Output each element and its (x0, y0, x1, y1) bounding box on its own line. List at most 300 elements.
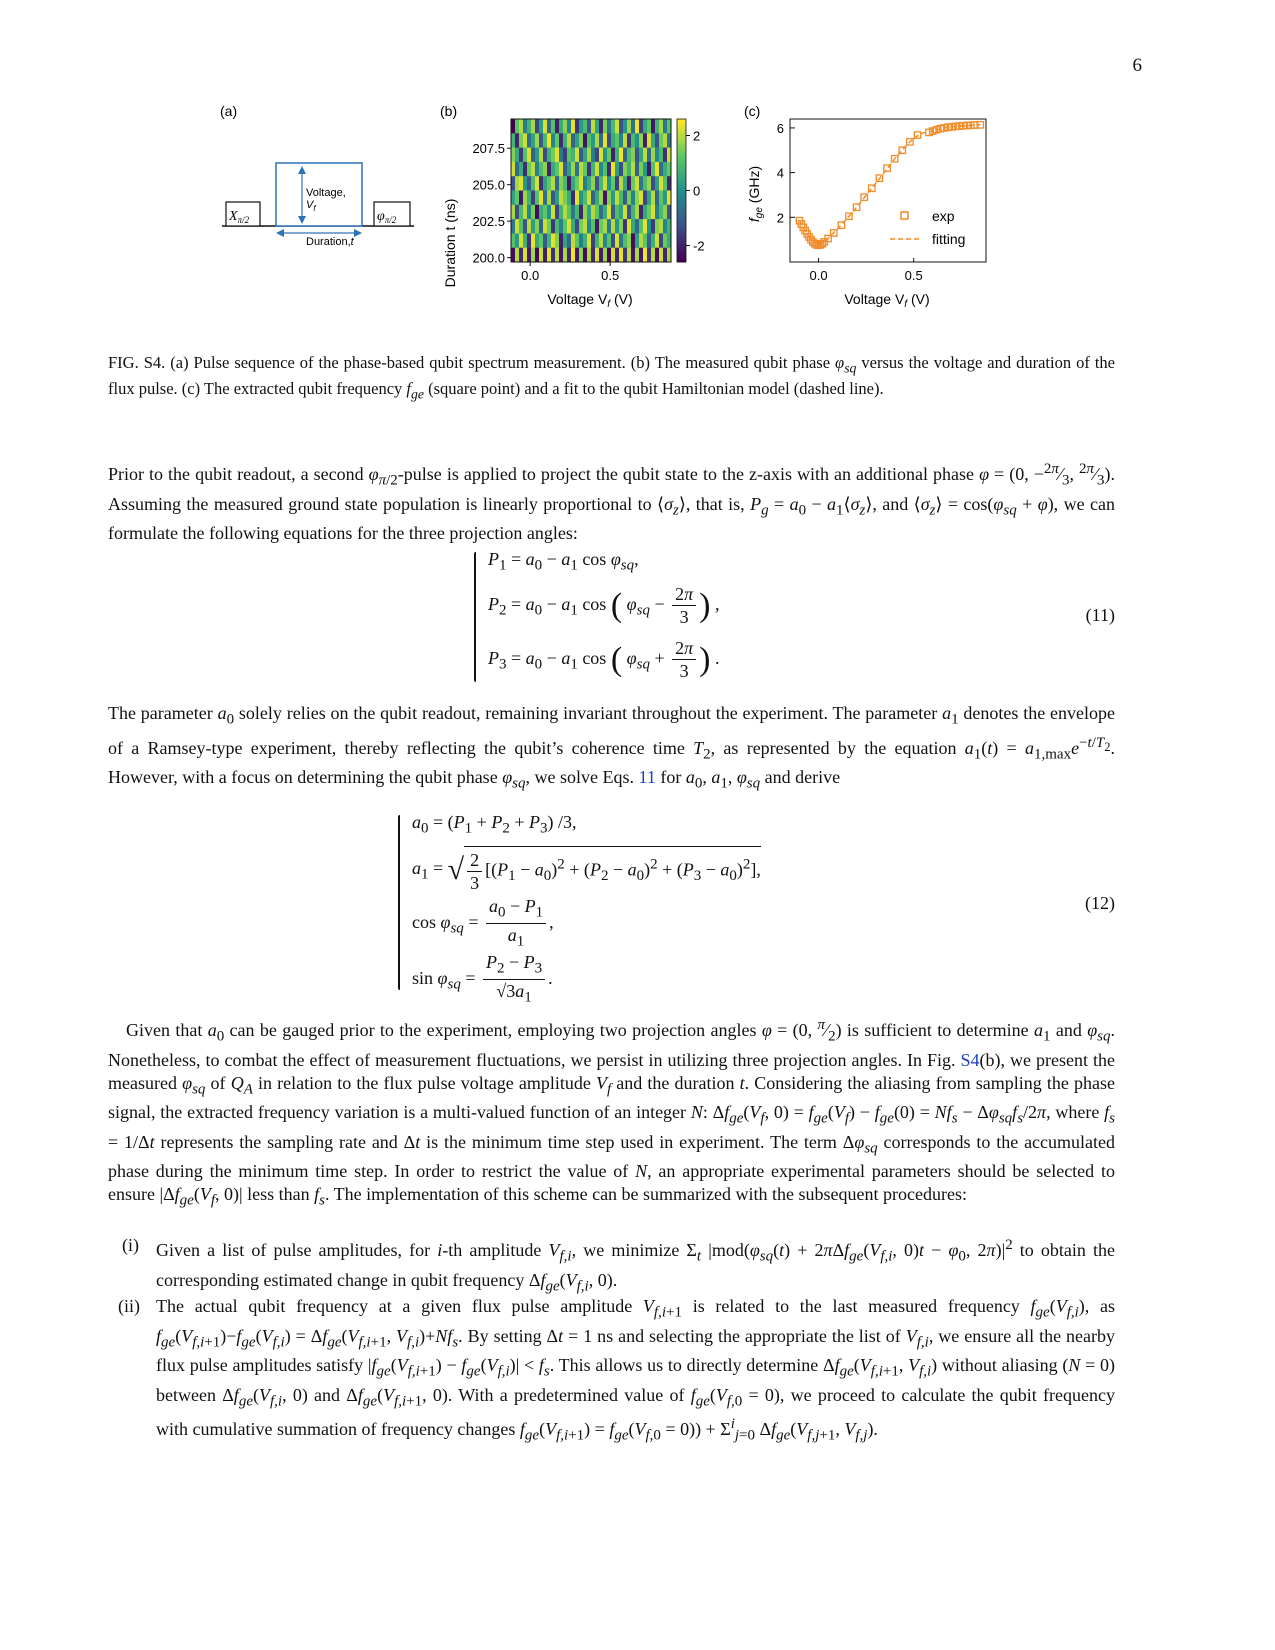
heatmap-cell (523, 233, 527, 248)
heatmap-cell (535, 148, 539, 163)
colorbar-segment (677, 216, 686, 220)
heatmap-cell (551, 162, 555, 177)
colorbar (677, 119, 705, 262)
heatmap-cell (575, 233, 579, 248)
heatmap-cell (655, 119, 659, 134)
heatmap-cell (607, 148, 611, 163)
heatmap-cell (551, 133, 555, 148)
legend-exp: exp (932, 208, 955, 224)
panel-b-ylabel: Duration t (ns) (442, 198, 458, 288)
heatmap-cell (539, 248, 543, 263)
colorbar-segment (677, 151, 686, 155)
heatmap-cell (567, 162, 571, 177)
heatmap-cell (591, 191, 595, 206)
heatmap-cell (595, 205, 599, 220)
voltage-label: Voltage, (306, 187, 346, 199)
heatmap-cell (531, 205, 535, 220)
heatmap-cell (519, 176, 523, 191)
heatmap-cell (575, 176, 579, 191)
x-tick-label: 0.0 (521, 268, 540, 283)
heatmap-cell (579, 162, 583, 177)
heatmap-cell (603, 176, 607, 191)
heatmap-cell (543, 248, 547, 263)
heatmap-cell (571, 248, 575, 263)
heatmap-cell (639, 248, 643, 263)
heatmap-cell (639, 191, 643, 206)
heatmap-cell (619, 191, 623, 206)
phi-pi2-label: $\varphi_{\pi/2}$ (377, 209, 397, 225)
heatmap-cell (547, 162, 551, 177)
heatmap-cell (639, 119, 643, 134)
heatmap-cell (567, 148, 571, 163)
heatmap-cell (615, 191, 619, 206)
paragraph-parameters: The parameter $a_0$ solely relies on the qubit readout, remaining invariant throughout the experiment. The parameter $a_1$ denotes the envelope of a Ramsey-type experiment, thereby reflecting the qubit’s coherence time $T_2$, as represented by the equation $a_1(t) = a_{1,max}e^{-t/T_2}$. However, with a focus on determining the qubit phase $\varphi_{sq}$, we solve Eqs. 11 for $a_0$, $a_1$, $\varphi_{sq}$ and derive (108, 703, 1116, 792)
heatmap-cell (611, 191, 615, 206)
heatmap-cell (511, 233, 515, 248)
heatmap-cell (659, 248, 663, 263)
heatmap-cell (599, 176, 603, 191)
procedure-item-1: (i) Given a list of pulse amplitudes, for i-th amplitude $V_{f,i}$, we minimize $\Sigma_t$ $|mod(\varphi_{sq}(t) + 2\pi\Delta f_{ge}(V_{f,i}$, $0)t - \varphi_0$, $2\pi)|^2$ to obtain the corresponding estimated change in qubit frequency $\Delta f_{ge}(V_{f,i}$, 0). (122, 1235, 1116, 1295)
heatmap-cell (523, 205, 527, 220)
heatmap-cell (655, 162, 659, 177)
heatmap-cell (543, 176, 547, 191)
y-tick-label: 205.0 (472, 177, 505, 193)
figure-caption (108, 352, 1115, 405)
heatmap-cell (559, 205, 563, 220)
heatmap-cell (559, 162, 563, 177)
heatmap-cell (559, 191, 563, 206)
heatmap-cell (563, 219, 567, 234)
heatmap-cell (515, 219, 519, 234)
heatmap-cell (547, 148, 551, 163)
colorbar-segment (677, 212, 686, 216)
colorbar-segment (677, 187, 686, 191)
heatmap-cell (643, 233, 647, 248)
heatmap-cell (599, 133, 603, 148)
eq12-brace (398, 815, 400, 990)
heatmap-cell (639, 219, 643, 234)
heatmap-cell (599, 162, 603, 177)
heatmap-cell (547, 191, 551, 206)
heatmap-cell (611, 162, 615, 177)
heatmap-cell (643, 191, 647, 206)
heatmap-cell (663, 162, 667, 177)
heatmap-cell (523, 191, 527, 206)
heatmap-cell (543, 148, 547, 163)
heatmap-cell (587, 176, 591, 191)
heatmap-cell (623, 119, 627, 134)
heatmap-cell (547, 219, 551, 234)
x-tick-label: 0.5 (601, 268, 620, 283)
heatmap-cell (659, 176, 663, 191)
heatmap-cell (551, 248, 555, 263)
heatmap-cell (567, 205, 571, 220)
heatmap-cell (627, 148, 631, 163)
heatmap-cell (527, 233, 531, 248)
heatmap-cell (567, 233, 571, 248)
heatmap-cell (631, 119, 635, 134)
heatmap-cell (599, 248, 603, 263)
heatmap-cell (567, 191, 571, 206)
heatmap-cell (635, 205, 639, 220)
voltage-symbol: $V_f$ (306, 199, 316, 213)
heatmap-cell (515, 119, 519, 134)
heatmap-cell (607, 176, 611, 191)
heatmap-cell (595, 219, 599, 234)
colorbar-segment (677, 223, 686, 227)
heatmap-cell (663, 148, 667, 163)
colorbar-segment (677, 169, 686, 173)
heatmap-cell (599, 219, 603, 234)
heatmap-cell (559, 248, 563, 263)
heatmap-cell (595, 162, 599, 177)
colorbar-segment (677, 201, 686, 205)
colorbar-segment (677, 244, 686, 248)
heatmap-cell (595, 148, 599, 163)
heatmap-cell (627, 205, 631, 220)
heatmap-cell (595, 119, 599, 134)
heatmap-cell (603, 191, 607, 206)
heatmap-cell (571, 191, 575, 206)
heatmap-cell (523, 219, 527, 234)
colorbar-segment (677, 226, 686, 230)
caption-text: FIG. S4. (a) Pulse sequence of the phase-based qubit spectrum measurement. (b) The measured qubit phase $\varphi_{sq}$ versus the voltage and duration of the flux pulse. (c) The extracted qubit frequency $f_{ge}$ (square point) and a fit to the qubit Hamiltonian model (dashed line). (108, 353, 1115, 402)
heatmap-cell (591, 233, 595, 248)
heatmap-cell (575, 191, 579, 206)
heatmap-cell (615, 148, 619, 163)
heatmap-cell (535, 205, 539, 220)
heatmap-cell (603, 162, 607, 177)
heatmap-cell (611, 176, 615, 191)
heatmap-cell (555, 219, 559, 234)
heatmap-cell (575, 219, 579, 234)
heatmap-cell (539, 176, 543, 191)
heatmap-cell (527, 133, 531, 148)
heatmap-cell (567, 248, 571, 263)
heatmap-cell (619, 176, 623, 191)
heatmap-cell (647, 162, 651, 177)
paragraph-aliasing: Given that $a_0$ can be gauged prior to the experiment, employing two projection angles φ = (0, $^\pi⁄_2$) is sufficient to determine $a_1$ and $\varphi_{sq}$. Nonetheless, to combat the effect of measurement fluctuations, we persist in utilizing three projection angles. In Fig. S4(b), we present the measured $\varphi_{sq}$ of $Q_A$ in relation to the flux pulse voltage amplitude $V_f$ and the duration t. Considering the aliasing from sampling the phase signal, the extracted frequency variation is a multi-valued function of an integer N: $\Delta f_{ge}(V_f$, $0) = f_{ge}(V_f) - f_{ge}(0) = Nf_s - \Delta\varphi_{sq}f_s/2\pi$, where $f_s = 1/\Delta t$ represents the sampling rate and Δt is the minimum time step used in experiment. The term $\Delta\varphi_{sq}$ corresponds to the accumulated phase during the minimum time step. In order to restrict the value of N, an appropriate experimental parameters should be selected to ensure $|\Delta f_{ge}(V_f$, 0)| less than $f_s$. The implementation of this scheme can be summarized with the subsequent procedures: (108, 1017, 1116, 1209)
heatmap-cell (643, 176, 647, 191)
colorbar-segment (677, 162, 686, 166)
heatmap-cell (527, 219, 531, 234)
heatmap-cell (543, 133, 547, 148)
heatmap-cell (515, 191, 519, 206)
colorbar-segment (677, 165, 686, 169)
heatmap-cell (663, 176, 667, 191)
heatmap-cell (651, 191, 655, 206)
heatmap-cell (547, 133, 551, 148)
heatmap-cell (551, 205, 555, 220)
heatmap-cell (659, 233, 663, 248)
heatmap-cell (611, 148, 615, 163)
heatmap-cell (559, 176, 563, 191)
heatmap-cell (655, 191, 659, 206)
heatmap-cell (643, 219, 647, 234)
colorbar-segment (677, 144, 686, 148)
heatmap-cell (567, 219, 571, 234)
heatmap-cell (607, 219, 611, 234)
colorbar-segment (677, 123, 686, 127)
heatmap-cell (591, 162, 595, 177)
heatmap-cell (511, 248, 515, 263)
heatmap-cell (523, 133, 527, 148)
colorbar-segment (677, 219, 686, 223)
heatmap-cell (531, 191, 535, 206)
heatmap-cell (635, 162, 639, 177)
y-tick-label: 200.0 (472, 250, 505, 266)
heatmap-cell (551, 233, 555, 248)
heatmap-cell (607, 119, 611, 134)
heatmap-cell (575, 248, 579, 263)
heatmap-cell (567, 133, 571, 148)
heatmap-cell (591, 133, 595, 148)
heatmap-cell (523, 119, 527, 134)
heatmap-cell (663, 133, 667, 148)
heatmap-cell (623, 162, 627, 177)
heatmap-cell (579, 233, 583, 248)
heatmap-cell (535, 191, 539, 206)
heatmap-cell (519, 248, 523, 263)
scatter-plot (777, 119, 986, 283)
heatmap-cell (619, 133, 623, 148)
heatmap-cell (551, 176, 555, 191)
colorbar-segment (677, 183, 686, 187)
heatmap-cell (555, 191, 559, 206)
arrow-right-icon (354, 229, 362, 237)
heatmap-cell (579, 176, 583, 191)
heatmap-cell (623, 248, 627, 263)
heatmap-cell (655, 233, 659, 248)
heatmap-cell (551, 219, 555, 234)
heatmap-cell (631, 248, 635, 263)
heatmap-cell (643, 248, 647, 263)
heatmap-cell (571, 162, 575, 177)
heatmap-cell (535, 219, 539, 234)
eq11-brace (474, 552, 476, 682)
heatmap-cell (547, 119, 551, 134)
colorbar-segment (677, 198, 686, 202)
heatmap-cell (651, 119, 655, 134)
heatmap-cell (659, 219, 663, 234)
heatmap-cell (531, 133, 535, 148)
heatmap-cell (535, 133, 539, 148)
heatmap-cell (563, 176, 567, 191)
heatmap-cell (615, 162, 619, 177)
heatmap-cell (575, 133, 579, 148)
heatmap-cell (619, 248, 623, 263)
heatmap-cell (639, 176, 643, 191)
heatmap-cell (631, 233, 635, 248)
heatmap-cell (591, 205, 595, 220)
heatmap-cell (595, 248, 599, 263)
colorbar-segment (677, 233, 686, 237)
heatmap-cell (547, 248, 551, 263)
heatmap-cell (619, 205, 623, 220)
heatmap-cell (543, 219, 547, 234)
heatmap-cell (543, 119, 547, 134)
heatmap-cell (663, 248, 667, 263)
colorbar-segment (677, 230, 686, 234)
heatmap-cell (527, 176, 531, 191)
x-tick-label: 0.0 (809, 268, 828, 283)
heatmap-cell (627, 233, 631, 248)
colorbar-segment (677, 137, 686, 141)
heatmap-cell (543, 162, 547, 177)
heatmap-cell (571, 233, 575, 248)
y-tick-label: 2 (776, 210, 784, 226)
heatmap-cell (647, 205, 651, 220)
y-tick-label: 4 (776, 165, 784, 181)
heatmap-cell (599, 191, 603, 206)
heatmap-cell (563, 205, 567, 220)
heatmap-cell (623, 205, 627, 220)
heatmap-cell (631, 219, 635, 234)
colorbar-segment (677, 255, 686, 259)
heatmap-cell (611, 233, 615, 248)
heatmap-cell (599, 119, 603, 134)
heatmap-cell (571, 133, 575, 148)
heatmap-cell (531, 148, 535, 163)
y-tick-label: 207.5 (472, 141, 505, 157)
heatmap-cell (619, 233, 623, 248)
heatmap-cell (511, 176, 515, 191)
heatmap-cell (519, 133, 523, 148)
heatmap-cell (543, 205, 547, 220)
heatmap-cell (635, 219, 639, 234)
heatmap-cell (591, 148, 595, 163)
heatmap-cell (575, 162, 579, 177)
heatmap-cell (651, 148, 655, 163)
heatmap-cell (659, 162, 663, 177)
heatmap-cell (583, 119, 587, 134)
duration-label: Duration,t (306, 236, 354, 248)
heatmap-cell (635, 248, 639, 263)
heatmap-cell (543, 233, 547, 248)
heatmap-cell (643, 148, 647, 163)
fig-link[interactable]: S4 (960, 1049, 980, 1070)
heatmap-cell (527, 205, 531, 220)
heatmap-cell (651, 205, 655, 220)
heatmap-cell (587, 205, 591, 220)
heatmap-cell (583, 191, 587, 206)
heatmap-cell (635, 191, 639, 206)
heatmap-cell (595, 233, 599, 248)
heatmap-cell (555, 133, 559, 148)
heatmap-cell (559, 133, 563, 148)
colorbar-segment (677, 237, 686, 241)
heatmap-cell (647, 176, 651, 191)
heatmap-cell (587, 162, 591, 177)
colorbar-segment (677, 148, 686, 152)
heatmap-cell (611, 133, 615, 148)
heatmap-cell (595, 133, 599, 148)
heatmap-cell (599, 205, 603, 220)
heatmap-cell (579, 191, 583, 206)
heatmap-cell (631, 162, 635, 177)
panel-a-label: (a) (220, 103, 238, 119)
heatmap-cell (559, 119, 563, 134)
colorbar-tick-label: -2 (693, 238, 705, 254)
page-number: 6 (1132, 55, 1142, 76)
colorbar-segment (677, 251, 686, 255)
heatmap-cell (599, 148, 603, 163)
heatmap-cell (563, 191, 567, 206)
heatmap-cell (591, 119, 595, 134)
heatmap-cell (627, 119, 631, 134)
heatmap-cell (575, 205, 579, 220)
heatmap-cell (659, 119, 663, 134)
heatmap-cell (571, 219, 575, 234)
heatmap-cell (587, 191, 591, 206)
heatmap-cell (615, 133, 619, 148)
heatmap-cell (563, 162, 567, 177)
heatmap-cell (619, 162, 623, 177)
heatmap-cell (659, 205, 663, 220)
heatmap-cell (511, 205, 515, 220)
heatmap-cell (539, 233, 543, 248)
heatmap-cell (663, 205, 667, 220)
heatmap-cell (583, 133, 587, 148)
colorbar-segment (677, 158, 686, 162)
heatmap-cell (523, 248, 527, 263)
heatmap-cell (519, 219, 523, 234)
heatmap-cell (531, 176, 535, 191)
heatmap-cell (603, 219, 607, 234)
heatmap-cell (647, 148, 651, 163)
heatmap (511, 119, 671, 262)
heatmap-cell (627, 133, 631, 148)
heatmap-cell (591, 248, 595, 263)
colorbar-tick-label: 0 (693, 183, 701, 199)
heatmap-cell (587, 133, 591, 148)
heatmap-cell (611, 248, 615, 263)
heatmap-cell (535, 233, 539, 248)
heatmap-cell (563, 148, 567, 163)
heatmap-cell (659, 191, 663, 206)
colorbar-segment (677, 208, 686, 212)
eq-link[interactable]: 11 (638, 767, 656, 788)
heatmap-cell (631, 191, 635, 206)
heatmap-cell (523, 176, 527, 191)
panel-c-xlabel: Voltage $V_f$ (V) (844, 291, 930, 310)
heatmap-cell (519, 148, 523, 163)
heatmap-cell (563, 248, 567, 263)
colorbar-segment (677, 133, 686, 137)
heatmap-cell (631, 205, 635, 220)
heatmap-cell (555, 176, 559, 191)
heatmap-cell (527, 248, 531, 263)
heatmap-cell (655, 248, 659, 263)
heatmap-cell (547, 176, 551, 191)
heatmap-cell (583, 162, 587, 177)
heatmap-cell (511, 191, 515, 206)
heatmap-cell (515, 162, 519, 177)
heatmap-cell (583, 205, 587, 220)
figure-s4 (218, 100, 1018, 330)
heatmap-cell (623, 191, 627, 206)
heatmap-cell (535, 248, 539, 263)
heatmap-cell (523, 162, 527, 177)
heatmap-cell (515, 176, 519, 191)
heatmap-cell (635, 176, 639, 191)
heatmap-cell (603, 248, 607, 263)
heatmap-cell (515, 205, 519, 220)
equation-12: $a_0 = (P_1 + P_2 + P_3)$ /3, $a_1$ = √ $\frac{2}{3}$ $[(P_1 - a_0)^2 + (P_2 - a_0)^2 + (P_3 - a_0)^2]$, $\cos \varphi_{sq}$ = $\frac{a_0 - P_1}{a_1}$ , $\sin \varphi_{sq}$ = $\frac{P_2 - P_3}{√3a_1}$ . (412, 812, 761, 1006)
heatmap-cell (643, 119, 647, 134)
heatmap-cell (599, 233, 603, 248)
heatmap-cell (623, 219, 627, 234)
